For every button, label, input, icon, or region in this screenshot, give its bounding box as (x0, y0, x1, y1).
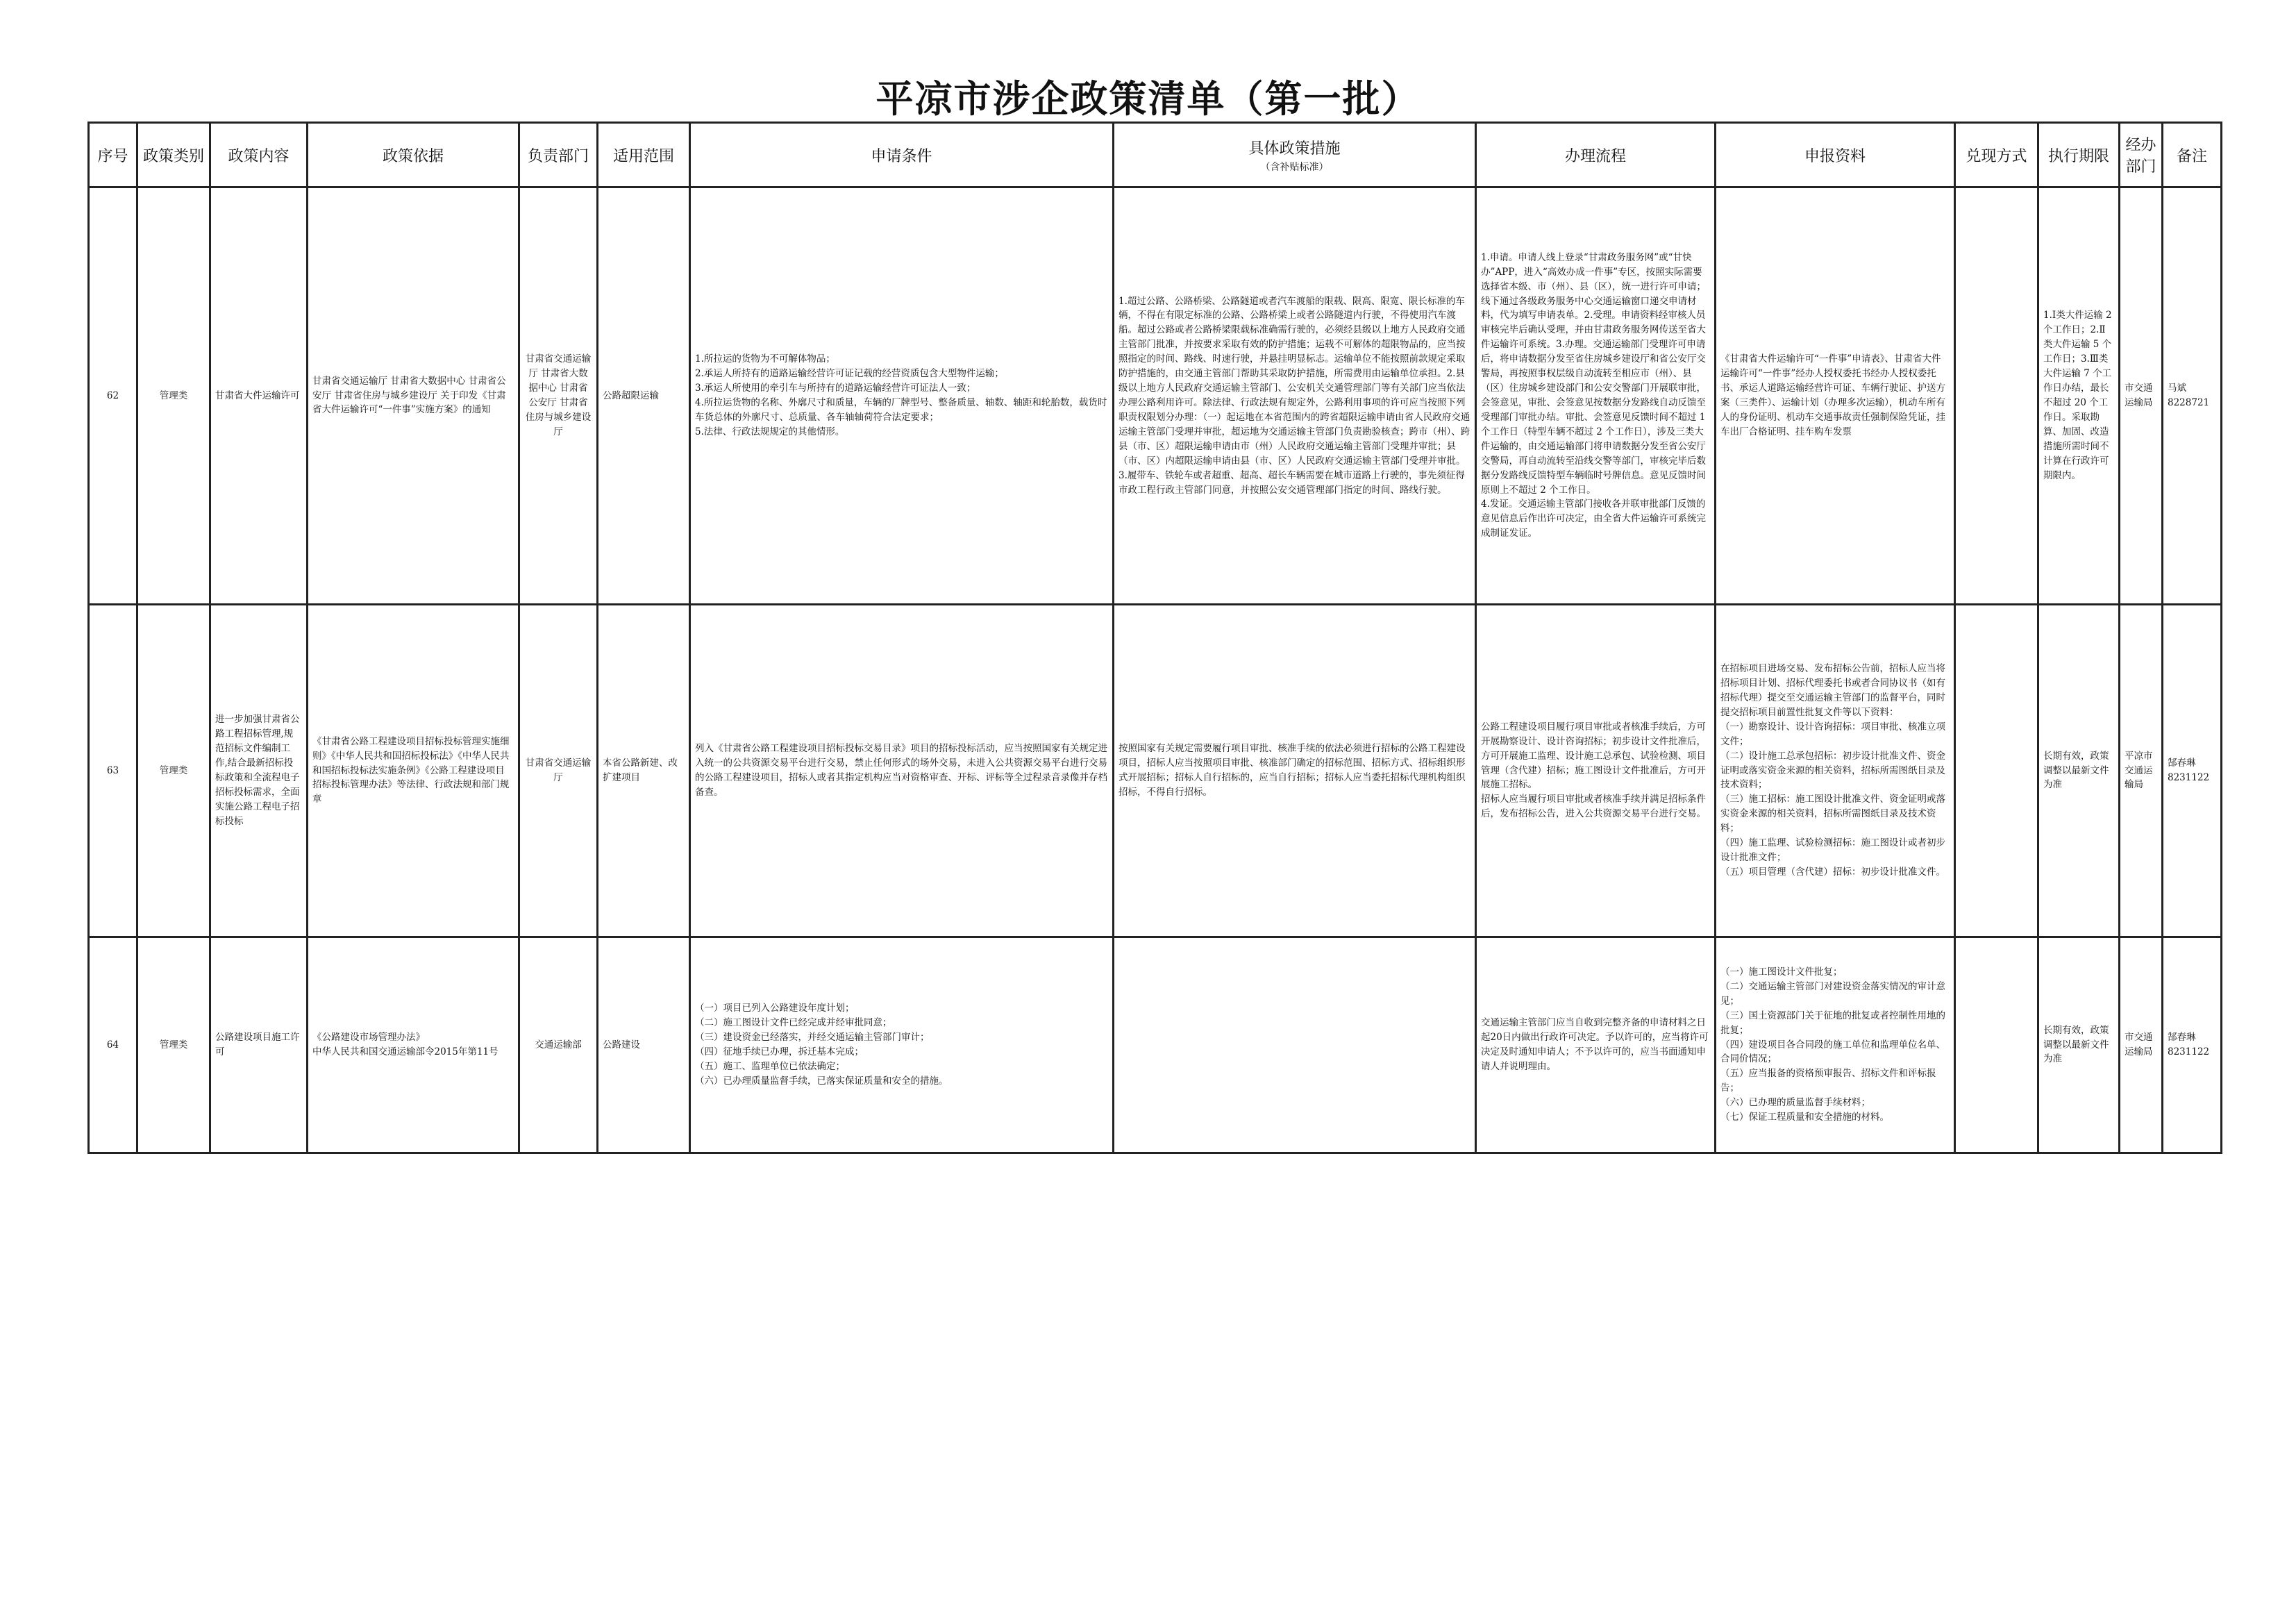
cell-seq: 63 (89, 605, 137, 937)
cell-materials: （一）施工图设计文件批复； （二）交通运输主管部门对建设资金落实情况的审计意见； （三）国土资源部门关于征地的批复或者控制性用地的批复； （四）建设项目各合同段的施工单位和监理单位名单、合同价情况； （五）应当报备的资格预审报告、招标文件和评标报告； （六）已办理的质量监督手续材料； （七）保证工程质量和安全措施的材料。 (1716, 937, 1955, 1153)
cell-dept: 交通运输部 (519, 937, 598, 1153)
header-dept: 负责部门 (519, 123, 598, 187)
cell-process: 1.申请。申请人线上登录“甘肃政务服务网”或“甘快办”APP，进入“高效办成一件事”专区，按照实际需要选择省本级、市（州）、县（区），统一进行许可申请；线下通过各级政务服务中心交通运输窗口递交申请材料，代为填写申请表单。2.受理。申请资料经审核人员审核完毕后确认受理，并由甘肃政务服务网传送至省大件运输许可系统。3.办理。交通运输部门受理许可申请后，将申请数据分发至省住房城乡建设厅和省公安厅交警局，再按照事权层级自动流转至相应市（州）、县（区）住房城乡建设部门和公安交警部门开展联审批，会签意见，审批、会签意见按数据分发路线自动反馈至受理部门审批办结。审批、会签意见反馈时间不超过 1 个工作日（特型车辆不超过 2 个工作日），涉及三类大件运输的，由交通运输部门将申请数据分发至省公安厅交警局，再自动流转至沿线交警等部门，审核完毕后数据分发路线反馈特型车辆临时号牌信息。意见反馈时间原则上不超过 2 个工作日。 4.发证。交通运输主管部门接收各并联审批部门反馈的意见信息后作出许可决定，由全省大件运输许可系统完成制证发证。 (1476, 187, 1716, 605)
cell-conditions: （一）项目已列入公路建设年度计划； （二）施工图设计文件已经完成并经审批同意； （三）建设资金已经落实，并经交通运输主管部门审计； （四）征地手续已办理，拆迁基本完成； （五）施工、监理单位已依法确定； （六）已办理质量监督手续，已落实保证质量和安全的措施。 (690, 937, 1114, 1153)
header-period: 执行期限 (2038, 123, 2120, 187)
header-materials: 申报资料 (1716, 123, 1955, 187)
cell-process: 公路工程建设项目履行项目审批或者核准手续后，方可开展勘察设计、设计咨询招标；初步设计文件批准后，方可开展施工监理、设计施工总承包、试验检测、项目管理（含代建）招标；施工图设计文件批准后，方可开展施工招标。 招标人应当履行项目审批或者核准手续并满足招标条件后，发布招标公告，进入公共资源交易平台进行交易。 (1476, 605, 1716, 937)
header-row (89, 123, 2222, 187)
header-method: 兑现方式 (1955, 123, 2038, 187)
cell-scope: 公路超限运输 (598, 187, 690, 605)
cell-content: 甘肃省大件运输许可 (210, 187, 308, 605)
cell-remark: 郜春琳 8231122 (2163, 937, 2222, 1153)
cell-seq: 64 (89, 937, 137, 1153)
header-seq: 序号 (89, 123, 137, 187)
cell-dept: 甘肃省交通运输厅 甘肃省大数据中心 甘肃省公安厅 甘肃省住房与城乡建设厅 (519, 187, 598, 605)
header-process: 办理流程 (1476, 123, 1716, 187)
page-title: 平凉市涉企政策清单（第一批） (875, 76, 1421, 121)
cell-method (1955, 937, 2038, 1153)
cell-materials: 在招标项目进场交易、发布招标公告前，招标人应当将招标项目计划、招标代理委托书或者合同协议书（如有招标代理）提交至交通运输主管部门的监督平台，同时提交招标项目前置性批复文件等以下资料： （一）勘察设计、设计咨询招标：项目审批、核准立项文件； （二）设计施工总承包招标：初步设计批准文件、资金证明或落实资金来源的相关资料，招标所需图纸目录及技术资料； （三）施工招标：施工图设计批准文件、资金证明或落实资金来源的相关资料，招标所需图纸目录及技术资料； （四）施工监理、试验检测招标：施工图设计或者初步设计批准文件； （五）项目管理（含代建）招标：初步设计批准文件。 (1716, 605, 1955, 937)
cell-period: 1.Ⅰ类大件运输 2 个工作日；2.Ⅱ类大件运输 5 个工作日；3.Ⅲ类大件运输 7 个工作日办结，最长不超过 20 个工作日。采取勘算、加固、改造措施所需时间不计算在行政许可期限内。 (2038, 187, 2120, 605)
cell-conditions: 1.所拉运的货物为不可解体物品； 2.承运人所持有的道路运输经营许可证记载的经营资质包含大型物件运输； 3.承运人所使用的牵引车与所持有的道路运输经营许可证法人一致； 4.所拉运货物的名称、外廓尺寸和质量，车辆的厂牌型号、整备质量、轴数、轴距和轮胎数，载货时车货总体的外廓尺寸、总质量、各车轴轴荷符合法定要求； 5.法律、行政法规规定的其他情形。 (690, 187, 1114, 605)
table-row (89, 937, 2222, 1153)
cell-seq: 62 (89, 187, 137, 605)
cell-basis: 《公路建设市场管理办法》 中华人民共和国交通运输部令2015年第11号 (308, 937, 519, 1153)
cell-remark: 马斌 8228721 (2163, 187, 2222, 605)
cell-basis: 《甘肃省公路工程建设项目招标投标管理实施细则》《中华人民共和国招标投标法》《中华人民共和国招标投标法实施条例》《公路工程建设项目招标投标管理办法》等法律、行政法规和部门规章 (308, 605, 519, 937)
cell-handler: 平凉市交通运输局 (2120, 605, 2163, 937)
cell-dept: 甘肃省交通运输厅 (519, 605, 598, 937)
header-measures (1114, 123, 1476, 187)
header-content: 政策内容 (210, 123, 308, 187)
header-scope: 适用范围 (598, 123, 690, 187)
cell-basis: 甘肃省交通运输厅 甘肃省大数据中心 甘肃省公安厅 甘肃省住房与城乡建设厅 关于印发《甘肃省大件运输许可“一件事”实施方案》的通知 (308, 187, 519, 605)
cell-period: 长期有效，政策调整以最新文件为准 (2038, 937, 2120, 1153)
cell-category: 管理类 (137, 187, 210, 605)
cell-scope: 本省公路新建、改扩建项目 (598, 605, 690, 937)
cell-content: 公路建设项目施工许可 (210, 937, 308, 1153)
header-basis: 政策依据 (308, 123, 519, 187)
cell-period: 长期有效，政策调整以最新文件为准 (2038, 605, 2120, 937)
table-row (89, 187, 2222, 605)
cell-category: 管理类 (137, 605, 210, 937)
cell-remark: 郜春琳 8231122 (2163, 605, 2222, 937)
table-row (89, 605, 2222, 937)
cell-conditions: 列入《甘肃省公路工程建设项目招标投标交易目录》项目的招标投标活动，应当按照国家有关规定进入统一的公共资源交易平台进行交易，禁止任何形式的场外交易，未进入公共资源交易平台进行交易的公路工程建设项目，招标人或者其指定机构应当对资格审查、开标、评标等全过程录音录像并存档备查。 (690, 605, 1114, 937)
cell-content: 进一步加强甘肃省公路工程招标管理,规范招标文件编制工作,结合最新招标投标政策和全流程电子招标投标需求，全面实施公路工程电子招标投标 (210, 605, 308, 937)
cell-materials: 《甘肃省大件运输许可“一件事”申请表》、甘肃省大件运输许可“一件事”经办人授权委托书经办人授权委托书、承运人道路运输经营许可证、车辆行驶证、护送方案（三类件）、运输计划（办理多次运输），机动车所有人的身份证明、机动车交通事故责任强制保险凭证，挂车出厂合格证明、挂车购车发票 (1716, 187, 1955, 605)
policy-table (87, 122, 2222, 1154)
header-remark: 备注 (2163, 123, 2222, 187)
cell-scope: 公路建设 (598, 937, 690, 1153)
cell-handler: 市交通运输局 (2120, 187, 2163, 605)
header-conditions: 申请条件 (690, 123, 1114, 187)
header-measures-sub: （含补贴标准） (1260, 161, 1329, 173)
header-category: 政策类别 (137, 123, 210, 187)
cell-process: 交通运输主管部门应当自收到完整齐备的申请材料之日起20日内做出行政许可决定。予以许可的，应当将许可决定及时通知申请人；不予以许可的，应当书面通知申请人并说明理由。 (1476, 937, 1716, 1153)
cell-measures (1114, 937, 1476, 1153)
header-measures-main: 具体政策措施 (1248, 140, 1341, 158)
cell-method (1955, 187, 2038, 605)
cell-method (1955, 605, 2038, 937)
cell-measures: 1.超过公路、公路桥梁、公路隧道或者汽车渡船的限载、限高、限宽、限长标准的车辆，不得在有限定标准的公路、公路桥梁上或者公路隧道内行驶，不得使用汽车渡船。超过公路或者公路桥梁限载标准确需行驶的，必须经县级以上地方人民政府交通主管部门批准，并按要求采取有效的防护措施；运载不可解体的超限物品的，应当按照指定的时间、路线、时速行驶，并悬挂明显标志。运输单位不能按照前款规定采取防护措施的，由交通主管部门帮助其采取防护措施，所需费用由运输单位承担。2.县级以上地方人民政府交通运输主管部门、公安机关交通管理部门等有关部门应当依法办理公路利用许可。除法律、行政法规有规定外，公路利用事项的许可应当按照下列职责权限划分办理：（一）起运地在本省范围内的跨省超限运输申请由省人民政府交通运输主管部门受理并审批，超运地为交通运输主管部门负责勘验核查；跨市（州）、跨县（市、区）超限运输申请由市（州）人民政府交通运输主管部门受理并审批；县（市、区）内超限运输申请由县（市、区）人民政府交通运输主管部门受理并审批。3.履带车、铁轮车或者超重、超高、超长车辆需要在城市道路上行驶的，事先须征得市政工程行政主管部门同意，并按照公安交通管理部门指定的时间、路线行驶。 (1114, 187, 1476, 605)
cell-category: 管理类 (137, 937, 210, 1153)
header-handler: 经办部门 (2120, 123, 2163, 187)
cell-measures: 按照国家有关规定需要履行项目审批、核准手续的依法必须进行招标的公路工程建设项目，招标人应当按照项目审批、核准部门确定的招标范围、招标方式、招标组织形式开展招标；招标人自行招标的，应当自行招标；招标人应当委托招标代理机构组织招标，不得自行招标。 (1114, 605, 1476, 937)
cell-handler: 市交通运输局 (2120, 937, 2163, 1153)
